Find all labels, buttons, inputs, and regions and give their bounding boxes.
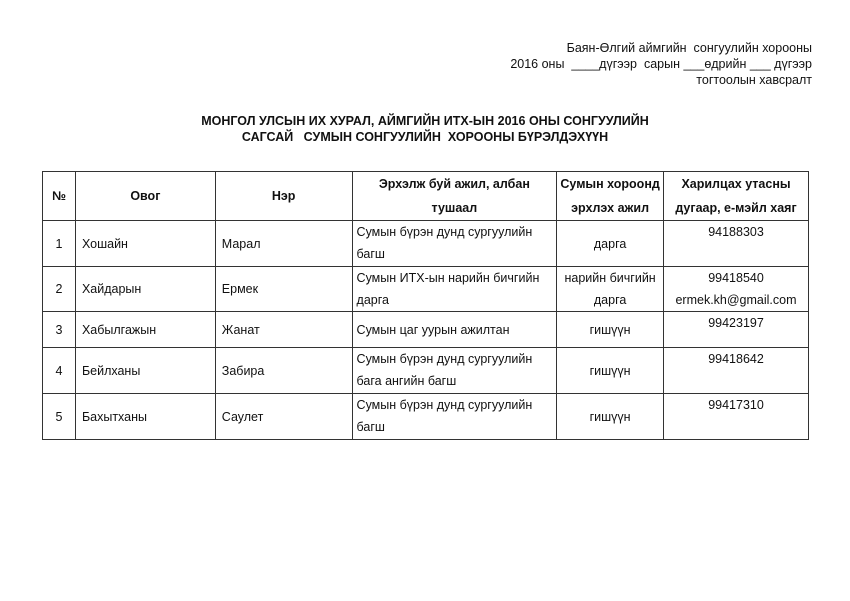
row-surname: Хошайн — [75, 221, 215, 267]
table-row — [43, 221, 809, 267]
row-contact — [664, 221, 809, 267]
row-name: Марал — [215, 221, 352, 267]
row-number: 5 — [43, 394, 76, 440]
row-phone: 99423197 — [708, 316, 764, 330]
document-title — [0, 113, 850, 145]
header-committee-role: Сумын хороонд эрхлэх ажил — [557, 172, 664, 221]
row-current-job: Сумын бүрэн дунд сургуулийн бага ангийн багш — [352, 348, 557, 394]
header-contact: Харилцах утасны дугаар, е-мэйл хаяг — [664, 172, 809, 221]
row-name: Жанат — [215, 312, 352, 348]
header-current-job: Эрхэлж буй ажил, албан тушаал — [352, 172, 557, 221]
row-phone: 99418642 — [708, 352, 764, 366]
row-contact — [664, 348, 809, 394]
row-current-job: Сумын бүрэн дунд сургуулийн багш — [352, 394, 557, 440]
header-surname: Овог — [75, 172, 215, 221]
header-name: Нэр — [215, 172, 352, 221]
row-committee-role: гишүүн — [557, 394, 664, 440]
row-name: Саулет — [215, 394, 352, 440]
row-phone: 99417310 — [708, 398, 764, 412]
table-row — [43, 348, 809, 394]
row-current-job: Сумын цаг уурын ажилтан — [352, 312, 557, 348]
row-contact — [664, 312, 809, 348]
row-surname: Хабылгажын — [75, 312, 215, 348]
row-name: Забира — [215, 348, 352, 394]
row-contact — [664, 267, 809, 312]
approval-line-3: тогтоолын хавсралт — [696, 73, 812, 87]
title-line-1: МОНГОЛ УЛСЫН ИХ ХУРАЛ, АЙМГИЙН ИТХ-ЫН 2016 ОНЫ СОНГУУЛИЙН — [201, 114, 649, 128]
row-surname: Бейлханы — [75, 348, 215, 394]
row-current-job: Сумын ИТХ-ын нарийн бичгийн дарга — [352, 267, 557, 312]
row-name: Ермек — [215, 267, 352, 312]
approval-line-1: Баян-Өлгий аймгийн сонгуулийн хорооны — [566, 41, 812, 55]
title-line-2: САГСАЙ СУМЫН СОНГУУЛИЙН ХОРООНЫ БҮРЭЛДЭХҮҮН — [241, 130, 609, 144]
table-row — [43, 267, 809, 312]
row-committee-role: гишүүн — [557, 312, 664, 348]
approval-note — [510, 40, 812, 88]
row-number: 1 — [43, 221, 76, 267]
row-number: 2 — [43, 267, 76, 312]
row-committee-role: дарга — [557, 221, 664, 267]
row-surname: Бахытханы — [75, 394, 215, 440]
table-row — [43, 394, 809, 440]
row-current-job: Сумын бүрэн дунд сургуулийн багш — [352, 221, 557, 267]
row-committee-role: нарийн бичгийн дарга — [557, 267, 664, 312]
row-phone: 99418540 — [708, 271, 764, 285]
approval-line-2: 2016 оны ____дүгээр сарын ___өдрийн ___ дүгээр — [510, 57, 812, 71]
row-number: 4 — [43, 348, 76, 394]
row-phone: 94188303 — [708, 225, 764, 239]
row-surname: Хайдарын — [75, 267, 215, 312]
row-committee-role: гишүүн — [557, 348, 664, 394]
header-number: № — [43, 172, 76, 221]
committee-members-table — [42, 171, 809, 440]
table-header-row — [43, 172, 809, 221]
row-email: ermek.kh@gmail.com — [675, 293, 797, 307]
row-contact — [664, 394, 809, 440]
row-number: 3 — [43, 312, 76, 348]
table-row — [43, 312, 809, 348]
